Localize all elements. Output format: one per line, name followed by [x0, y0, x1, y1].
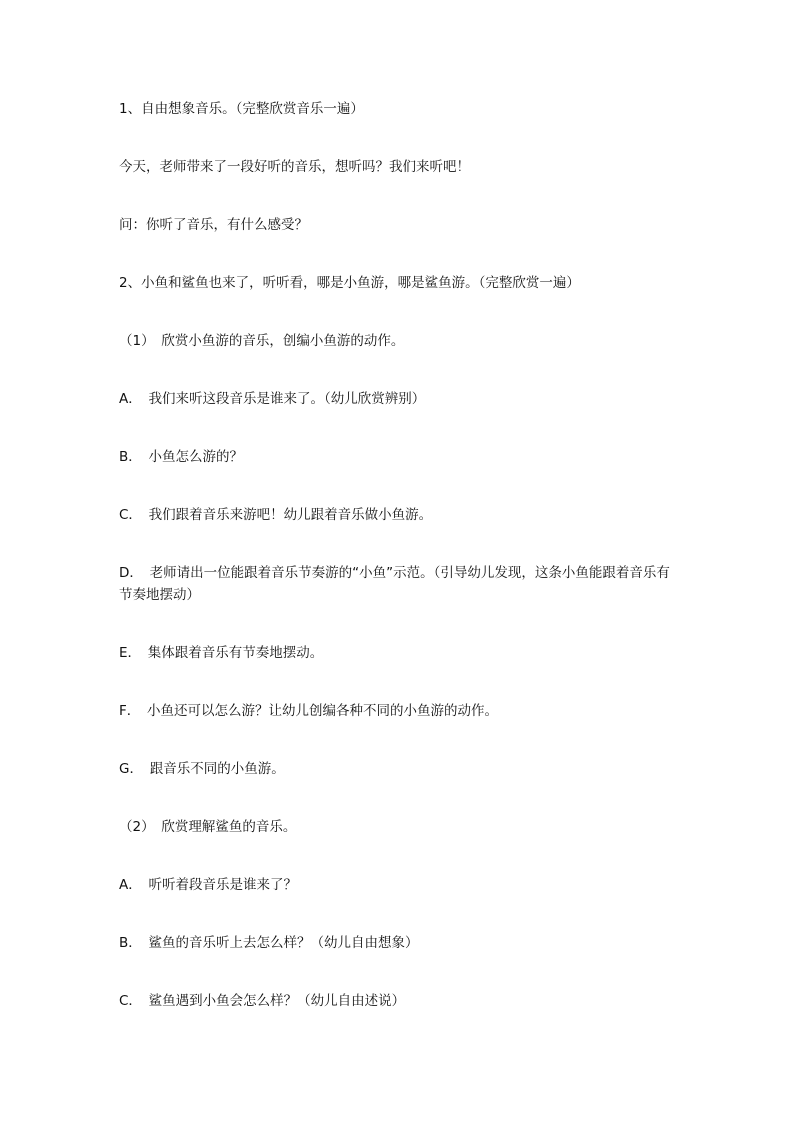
paragraph-10: E． 集体跟着音乐有节奏地摆动。: [119, 645, 324, 661]
paragraph-1: 1、自由想象音乐。（完整欣赏音乐一遍）: [119, 101, 364, 117]
paragraph-4: 2、小鱼和鲨鱼也来了，听听看，哪是小鱼游，哪是鲨鱼游。（完整欣赏一遍）: [119, 275, 580, 291]
paragraph-16: C． 鲨鱼遇到小鱼会怎么样？（幼儿自由述说）: [119, 993, 406, 1009]
paragraph-13: （2） 欣赏理解鲨鱼的音乐。: [119, 819, 297, 835]
paragraph-15: B． 鲨鱼的音乐听上去怎么样？（幼儿自由想象）: [119, 935, 419, 951]
paragraph-12: G． 跟音乐不同的小鱼游。: [119, 761, 285, 777]
paragraph-6: A． 我们来听这段音乐是谁来了。（幼儿欣赏辨别）: [119, 391, 426, 407]
paragraph-8: C． 我们跟着音乐来游吧！幼儿跟着音乐做小鱼游。: [119, 507, 433, 523]
paragraph-2: 今天，老师带来了一段好听的音乐，想听吗？我们来听吧！: [119, 159, 470, 175]
document-body: [119, 98, 679, 1048]
paragraph-11: F． 小鱼还可以怎么游？让幼儿创编各种不同的小鱼游的动作。: [119, 703, 499, 719]
paragraph-3: 问：你听了音乐，有什么感受？: [119, 217, 308, 233]
paragraph-14: A． 听听着段音乐是谁来了？: [119, 877, 297, 893]
paragraph-7: B． 小鱼怎么游的？: [119, 449, 244, 465]
paragraph-5: （1） 欣赏小鱼游的音乐，创编小鱼游的动作。: [119, 333, 405, 349]
paragraph-9: D． 老师请出一位能跟着音乐节奏游的“小鱼”示范。（引导幼儿发现，这条小鱼能跟着音乐有节奏地摆动）: [119, 565, 670, 603]
